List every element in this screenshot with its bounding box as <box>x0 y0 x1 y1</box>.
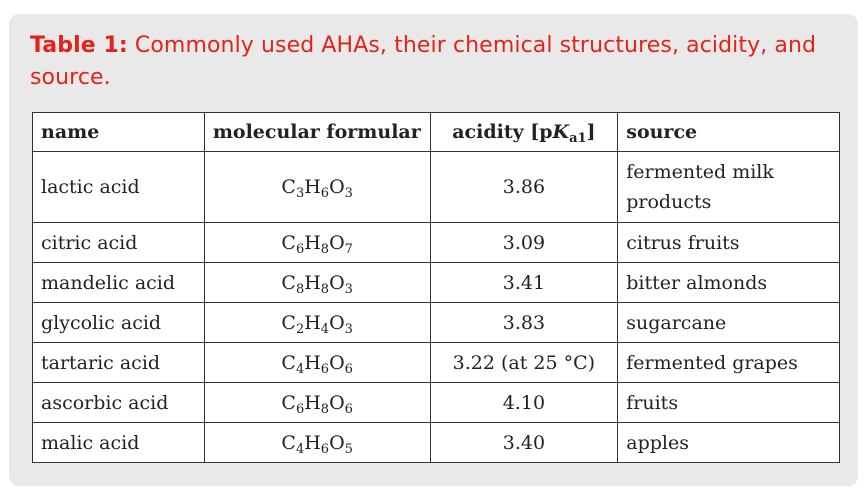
table-caption-label: Table 1: <box>30 33 128 58</box>
formula-subscript: 8 <box>320 241 330 257</box>
formula-element: H <box>304 431 321 454</box>
cell-name: ascorbic acid <box>33 383 205 423</box>
formula-subscript: 4 <box>295 361 305 377</box>
cell-acidity: 3.83 <box>430 303 618 343</box>
cell-source: apples <box>618 423 840 463</box>
table-row <box>33 343 840 383</box>
formula-element: H <box>304 311 321 334</box>
header-name: name <box>33 113 205 152</box>
header-acidity <box>430 113 618 152</box>
cell-source: fermented milk products <box>618 152 840 223</box>
header-source: source <box>618 113 840 152</box>
formula-subscript: 4 <box>295 441 305 457</box>
table-row <box>33 383 840 423</box>
formula-element: O <box>329 176 345 198</box>
formula-element: C <box>281 311 296 334</box>
formula-subscript: 6 <box>344 361 353 377</box>
table-body <box>33 152 840 463</box>
formula-subscript: 8 <box>320 281 330 297</box>
formula-subscript: 6 <box>295 401 305 417</box>
table-caption <box>30 30 845 94</box>
formula-element: C <box>281 176 296 198</box>
cell-source: citrus fruits <box>618 223 840 263</box>
cell-formula <box>204 423 430 463</box>
formula-element: O <box>329 391 345 414</box>
formula-subscript: 6 <box>320 361 330 377</box>
formula-element: C <box>281 271 296 294</box>
formula-subscript: 8 <box>295 281 305 297</box>
header-acidity-sub: a1 <box>569 131 587 146</box>
table-row <box>33 223 840 263</box>
cell-source: fruits <box>618 383 840 423</box>
formula-subscript: 3 <box>344 186 353 201</box>
formula-subscript: 3 <box>344 321 353 337</box>
cell-formula <box>204 152 430 223</box>
formula-subscript: 6 <box>320 186 330 201</box>
cell-name: citric acid <box>33 223 205 263</box>
formula-element: H <box>304 231 321 254</box>
cell-source: bitter almonds <box>618 263 840 303</box>
formula-element: O <box>329 351 345 374</box>
cell-name: tartaric acid <box>33 343 205 383</box>
cell-name: malic acid <box>33 423 205 463</box>
formula-subscript: 3 <box>344 281 353 297</box>
formula-element: H <box>304 391 321 414</box>
cell-name: glycolic acid <box>33 303 205 343</box>
formula-element: H <box>304 351 321 374</box>
formula-element: C <box>281 431 296 454</box>
formula-element: O <box>329 311 345 334</box>
cell-acidity: 3.09 <box>430 223 618 263</box>
cell-formula <box>204 383 430 423</box>
formula-subscript: 8 <box>320 401 330 417</box>
cell-acidity: 3.40 <box>430 423 618 463</box>
formula-element: H <box>304 271 321 294</box>
formula-subscript: 6 <box>344 401 353 417</box>
cell-name: mandelic acid <box>33 263 205 303</box>
table-row <box>33 303 840 343</box>
formula-element: C <box>281 231 296 254</box>
formula-subscript: 6 <box>320 441 330 457</box>
formula-subscript: 6 <box>295 241 305 257</box>
formula-subscript: 2 <box>295 321 305 337</box>
formula-element: C <box>281 351 296 374</box>
table-row <box>33 152 840 223</box>
table-row <box>33 423 840 463</box>
formula-element: O <box>329 431 345 454</box>
cell-name: lactic acid <box>33 152 205 223</box>
cell-formula <box>204 223 430 263</box>
formula-subscript: 5 <box>344 441 353 457</box>
formula-element: O <box>329 271 345 294</box>
table-row <box>33 263 840 303</box>
cell-acidity: 3.86 <box>430 152 618 223</box>
formula-element: O <box>329 231 345 254</box>
cell-formula <box>204 303 430 343</box>
formula-subscript: 3 <box>295 186 305 201</box>
table-header-row <box>33 113 840 152</box>
header-acidity-suffix: ] <box>586 121 596 143</box>
cell-source: fermented grapes <box>618 343 840 383</box>
cell-acidity: 3.22 (at 25 °C) <box>430 343 618 383</box>
cell-acidity: 3.41 <box>430 263 618 303</box>
header-acidity-prefix: acidity [p <box>452 121 553 143</box>
cell-formula <box>204 343 430 383</box>
header-acidity-k: K <box>552 121 570 143</box>
formula-subscript: 4 <box>320 321 330 337</box>
header-formula: molecular formular <box>204 113 430 152</box>
cell-formula <box>204 263 430 303</box>
formula-element: H <box>304 176 321 198</box>
cell-acidity: 4.10 <box>430 383 618 423</box>
formula-element: C <box>281 391 296 414</box>
aha-table <box>32 112 840 463</box>
cell-source: sugarcane <box>618 303 840 343</box>
table-caption-text: Commonly used AHAs, their chemical structures, acidity, and source. <box>30 33 817 90</box>
formula-subscript: 7 <box>344 241 353 257</box>
